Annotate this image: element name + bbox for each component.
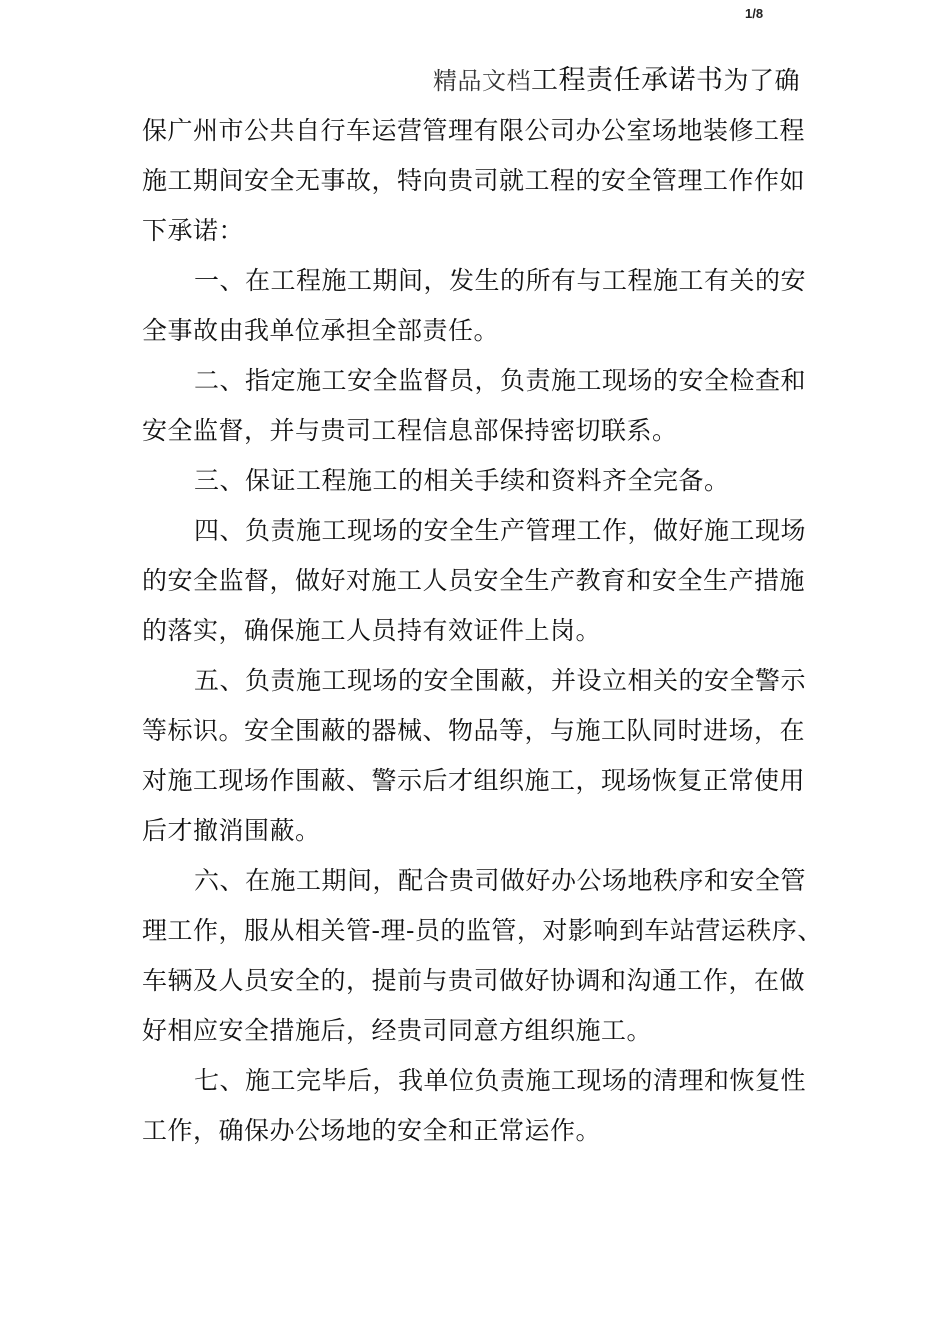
text-line: 施工期间安全无事故，特向贵司就工程的安全管理工作作如 (142, 166, 806, 195)
clause-7-line: 七、施工完毕后，我单位负责施工现场的清理和恢复性 (194, 1066, 807, 1095)
text-line: 下承诺： (142, 216, 245, 245)
clause-6-line: 好相应安全措施后，经贵司同意方组织施工。 (142, 1016, 653, 1045)
text-line: 保广州市公共自行车运营管理有限公司办公室场地装修工程 (142, 116, 806, 145)
document-header (142, 56, 814, 106)
clause-3-line: 三、保证工程施工的相关手续和资料齐全完备。 (194, 466, 730, 495)
clause-5-line: 对施工现场作围蔽、警示后才组织施工，现场恢复正常使用 (142, 766, 806, 795)
clause-2-line: 安全监督，并与贵司工程信息部保持密切联系。 (142, 416, 678, 445)
clause-2-line: 二、指定施工安全监督员，负责施工现场的安全检查和 (194, 366, 807, 395)
clause-6-line: 六、在施工期间，配合贵司做好办公场地秩序和安全管 (194, 866, 807, 895)
clause-4-line: 四、负责施工现场的安全生产管理工作，做好施工现场 (194, 516, 807, 545)
clause-1-line: 全事故由我单位承担全部责任。 (142, 316, 500, 345)
page-number: 1/8 (745, 6, 764, 21)
document-body (142, 56, 823, 1156)
clause-5-line: 等标识。安全围蔽的器械、物品等，与施工队同时进场，在 (142, 716, 806, 745)
clause-4-line: 的安全监督，做好对施工人员安全生产教育和安全生产措施 (142, 566, 806, 595)
clause-6-line: 车辆及人员安全的，提前与贵司做好协调和沟通工作，在做 (142, 966, 806, 995)
clause-7-line: 工作，确保办公场地的安全和正常运作。 (142, 1116, 602, 1145)
header-lead-text: 为了确 (723, 66, 800, 95)
clause-6-line: 理工作，服从相关管-理-员的监管，对影响到车站营运秩序、 (142, 916, 823, 945)
clause-5-line: 后才撤消围蔽。 (142, 816, 321, 845)
document-title: 工程责任承诺书 (530, 65, 724, 96)
clause-4-line: 的落实，确保施工人员持有效证件上岗。 (142, 616, 602, 645)
brand-label: 精品文档 (432, 67, 531, 95)
clause-5-line: 五、负责施工现场的安全围蔽，并设立相关的安全警示 (194, 666, 807, 695)
clause-1-line: 一、在工程施工期间，发生的所有与工程施工有关的安 (194, 266, 807, 295)
